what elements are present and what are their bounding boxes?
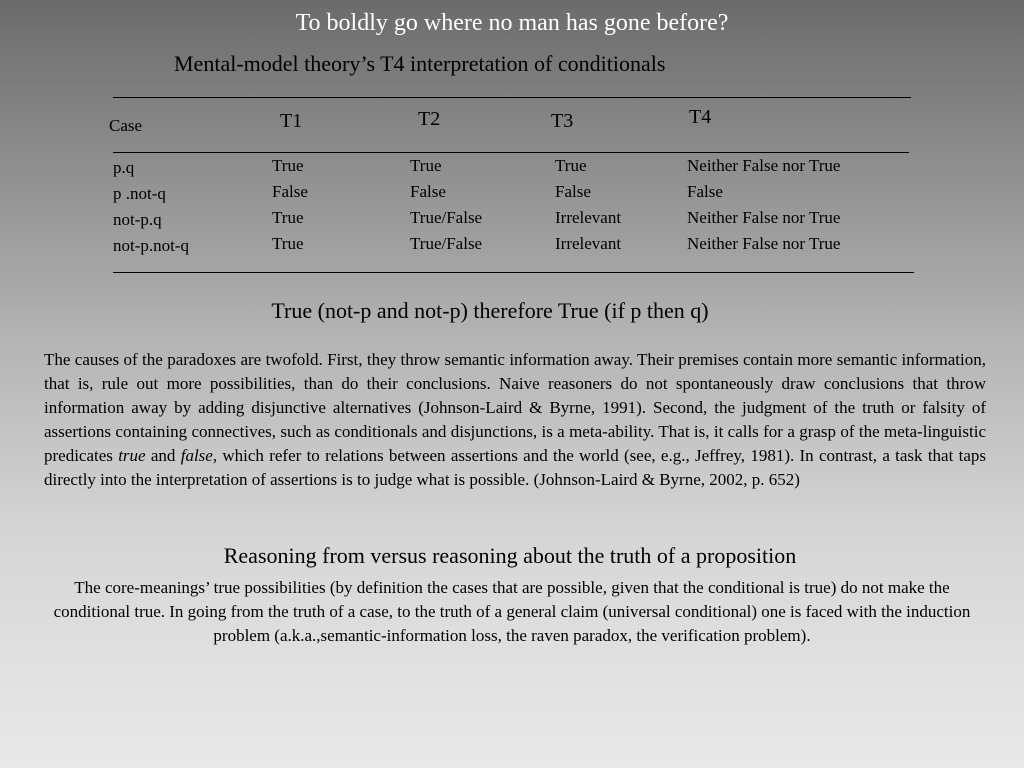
table-cell-t4: Neither False nor True [687, 208, 841, 227]
formula-line: True (not-p and not-p) therefore True (if p then q) [271, 298, 709, 323]
quote-italic-true: true [118, 446, 146, 465]
table-cell-t1: True [272, 156, 304, 175]
table-cell-t4: Neither False nor True [687, 156, 841, 175]
table-cell-t1: False [272, 182, 308, 201]
header-t1: T1 [280, 110, 303, 132]
quote-text: which refer to relations between assertions and the world (see, e.g., Jeffrey, 1981). In contrast, a task that taps directly into the interpretation of assertions is to judge what is possible. (Johnson-Laird & Byrne, 2002, p. 652) [44, 446, 987, 489]
table-header-rule [113, 152, 909, 153]
table-cell-case: p .not-q [113, 184, 166, 203]
header-t3: T3 [551, 110, 574, 132]
quote-text: The causes of the paradoxes are twofold. First, they throw semantic information away. Their premises contain more semantic information, that is, rule out more possibilities, than do their conclusions. Naive reasoners do not spontaneously draw conclusions that throw information away by adding disjunctive alternatives (Johnson-Laird & Byrne, 1991). Second, the judgment of the truth or falsity of assertions containing connectives, such as conditionals and disjunctions, is a meta-ability. That is, it calls for a grasp of the meta-linguistic predicates [44, 350, 986, 465]
table-cell-case: not-p.q [113, 210, 162, 229]
table-cell-t1: True [272, 234, 304, 253]
table-cell-case: p.q [113, 158, 135, 177]
table-cell-t4: False [687, 182, 723, 201]
table-cell-t4: Neither False nor True [687, 234, 841, 253]
table-cell-t3: True [555, 156, 587, 175]
header-case: Case [109, 116, 143, 135]
table-bottom-rule [113, 272, 914, 273]
slide-title: To boldly go where no man has gone before? [295, 10, 729, 36]
table-cell-t3: Irrelevant [555, 234, 622, 253]
quote-text: and [145, 446, 181, 465]
table-cell-t3: Irrelevant [555, 208, 622, 227]
section-heading: Reasoning from versus reasoning about the truth of a proposition [223, 543, 797, 568]
table-cell-t2: False [410, 182, 446, 201]
quote-paragraph [44, 348, 986, 492]
table-top-rule [113, 97, 911, 98]
table-cell-t2: True/False [410, 208, 483, 227]
table-cell-t2: True [410, 156, 442, 175]
table-cell-t2: True/False [410, 234, 483, 253]
section-body: The core-meanings’ true possibilities (by definition the cases that are possible, given that the conditional is true) do not make the conditional true. In going from the truth of a case, to the truth of a general claim (universal conditional) one is faced with the induction problem (a.k.a.,semantic-information loss, the raven paradox, the verification problem). [53, 578, 971, 645]
table-cell-t3: False [555, 182, 591, 201]
table-cell-case: not-p.not-q [113, 236, 190, 255]
header-t4: T4 [689, 106, 712, 128]
table-cell-t1: True [272, 208, 304, 227]
quote-italic-false: false, [180, 446, 218, 465]
header-t2: T2 [418, 108, 441, 130]
slide-subtitle: Mental-model theory’s T4 interpretation of conditionals [174, 51, 666, 76]
